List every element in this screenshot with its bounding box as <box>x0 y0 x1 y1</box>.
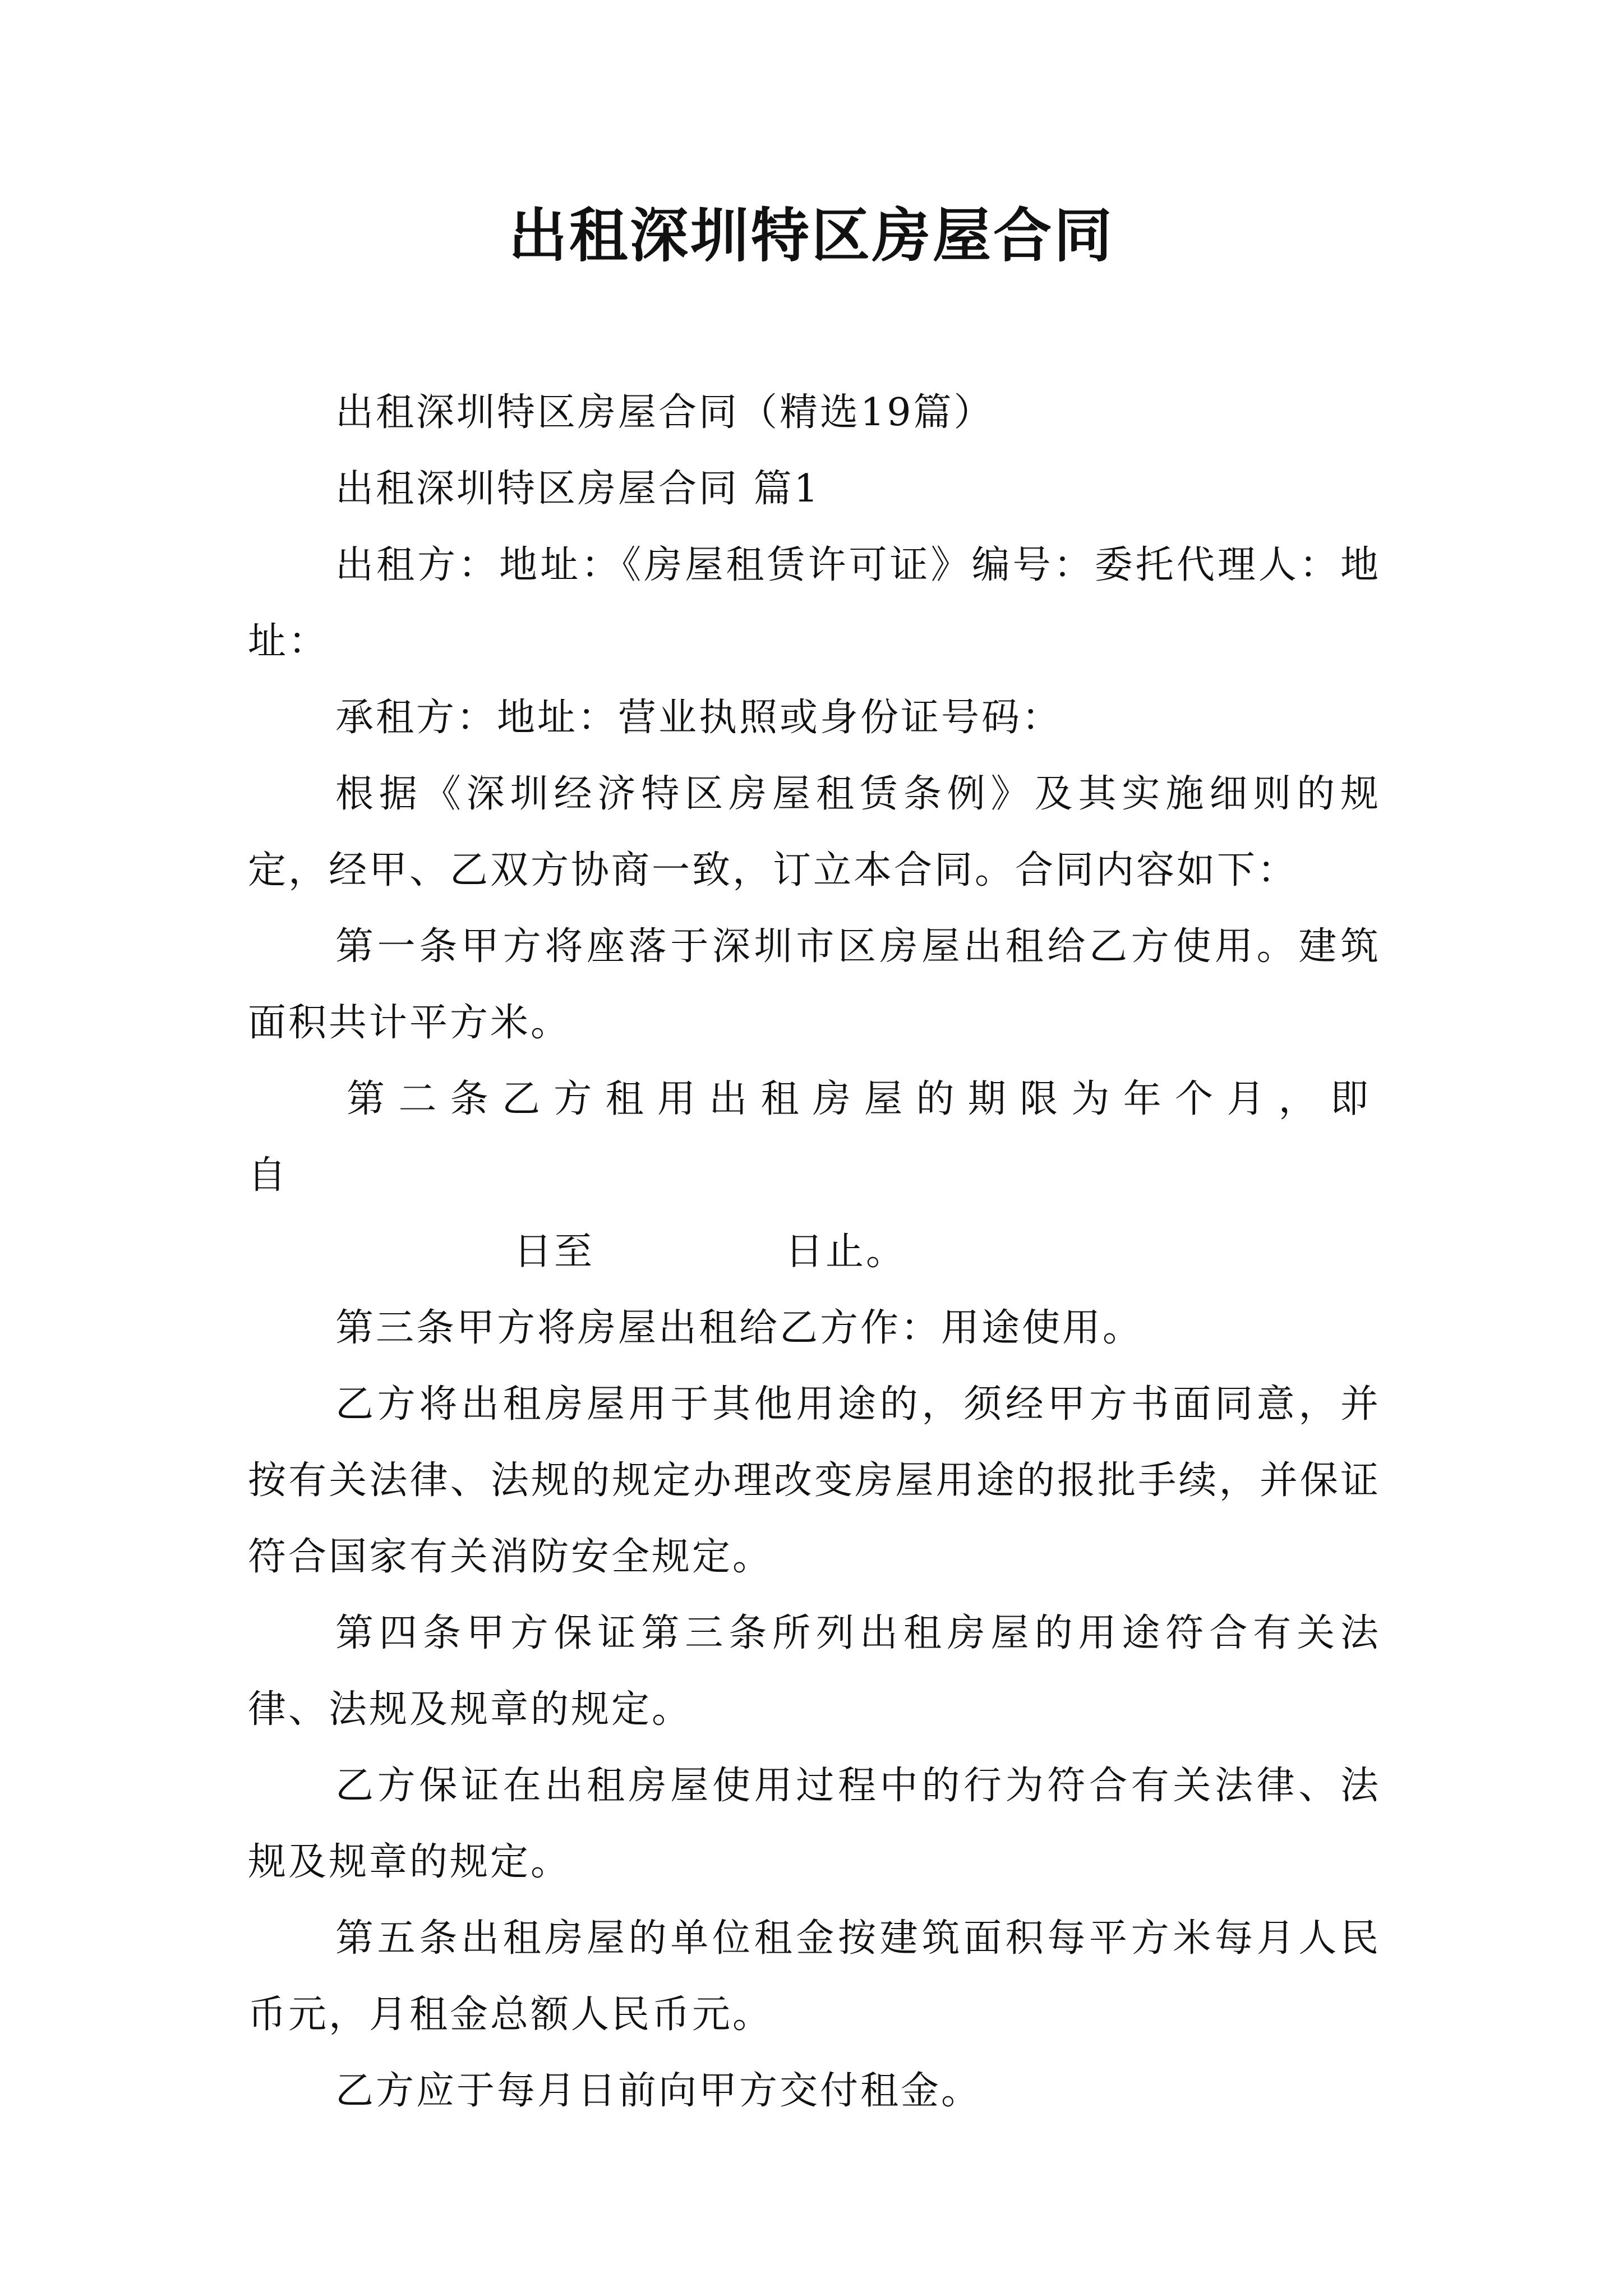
article-4: 第四条甲方保证第三条所列出租房屋的用途符合有关法律、法规及规章的规定。 <box>248 1611 1381 1732</box>
document-body <box>248 375 1381 2129</box>
lessee-info: 承租方：地址：营业执照或身份证号码： <box>335 696 1063 740</box>
article-5-clause: 乙方应于每月日前向甲方交付租金。 <box>335 2069 982 2113</box>
section-heading: 出租深圳特区房屋合同 篇1 <box>335 467 820 511</box>
date-to: 日止。 <box>785 1230 907 1274</box>
preamble: 根据《深圳经济特区房屋租赁条例》及其实施细则的规定，经甲、乙双方协商一致，订立本合同。合同内容如下： <box>248 772 1381 892</box>
article-1: 第一条甲方将座落于深圳市区房屋出租给乙方使用。建筑面积共计平方米。 <box>248 924 1381 1045</box>
article-2-date-range <box>248 1214 1381 1290</box>
document-title: 出租深圳特区房屋合同 <box>508 201 1114 270</box>
date-from: 日至 <box>514 1230 595 1274</box>
lessor-info: 出租方：地址：《房屋租赁许可证》编号：委托代理人：地址： <box>248 543 1381 664</box>
article-2: 第二条乙方租用出租房屋的期限为年个月，即自 <box>248 1077 1381 1198</box>
article-4-clause: 乙方保证在出租房屋使用过程中的行为符合有关法律、法规及规章的规定。 <box>248 1764 1381 1884</box>
article-3: 第三条甲方将房屋出租给乙方作：用途使用。 <box>335 1306 1144 1350</box>
subtitle: 出租深圳特区房屋合同（精选19篇） <box>335 390 994 435</box>
article-5: 第五条出租房屋的单位租金按建筑面积每平方米每月人民币元，月租金总额人民币元。 <box>248 1916 1381 2037</box>
article-3-clause: 乙方将出租房屋用于其他用途的，须经甲方书面同意，并按有关法律、法规的规定办理改变房屋用途的报批手续，并保证符合国家有关消防安全规定。 <box>248 1382 1381 1579</box>
